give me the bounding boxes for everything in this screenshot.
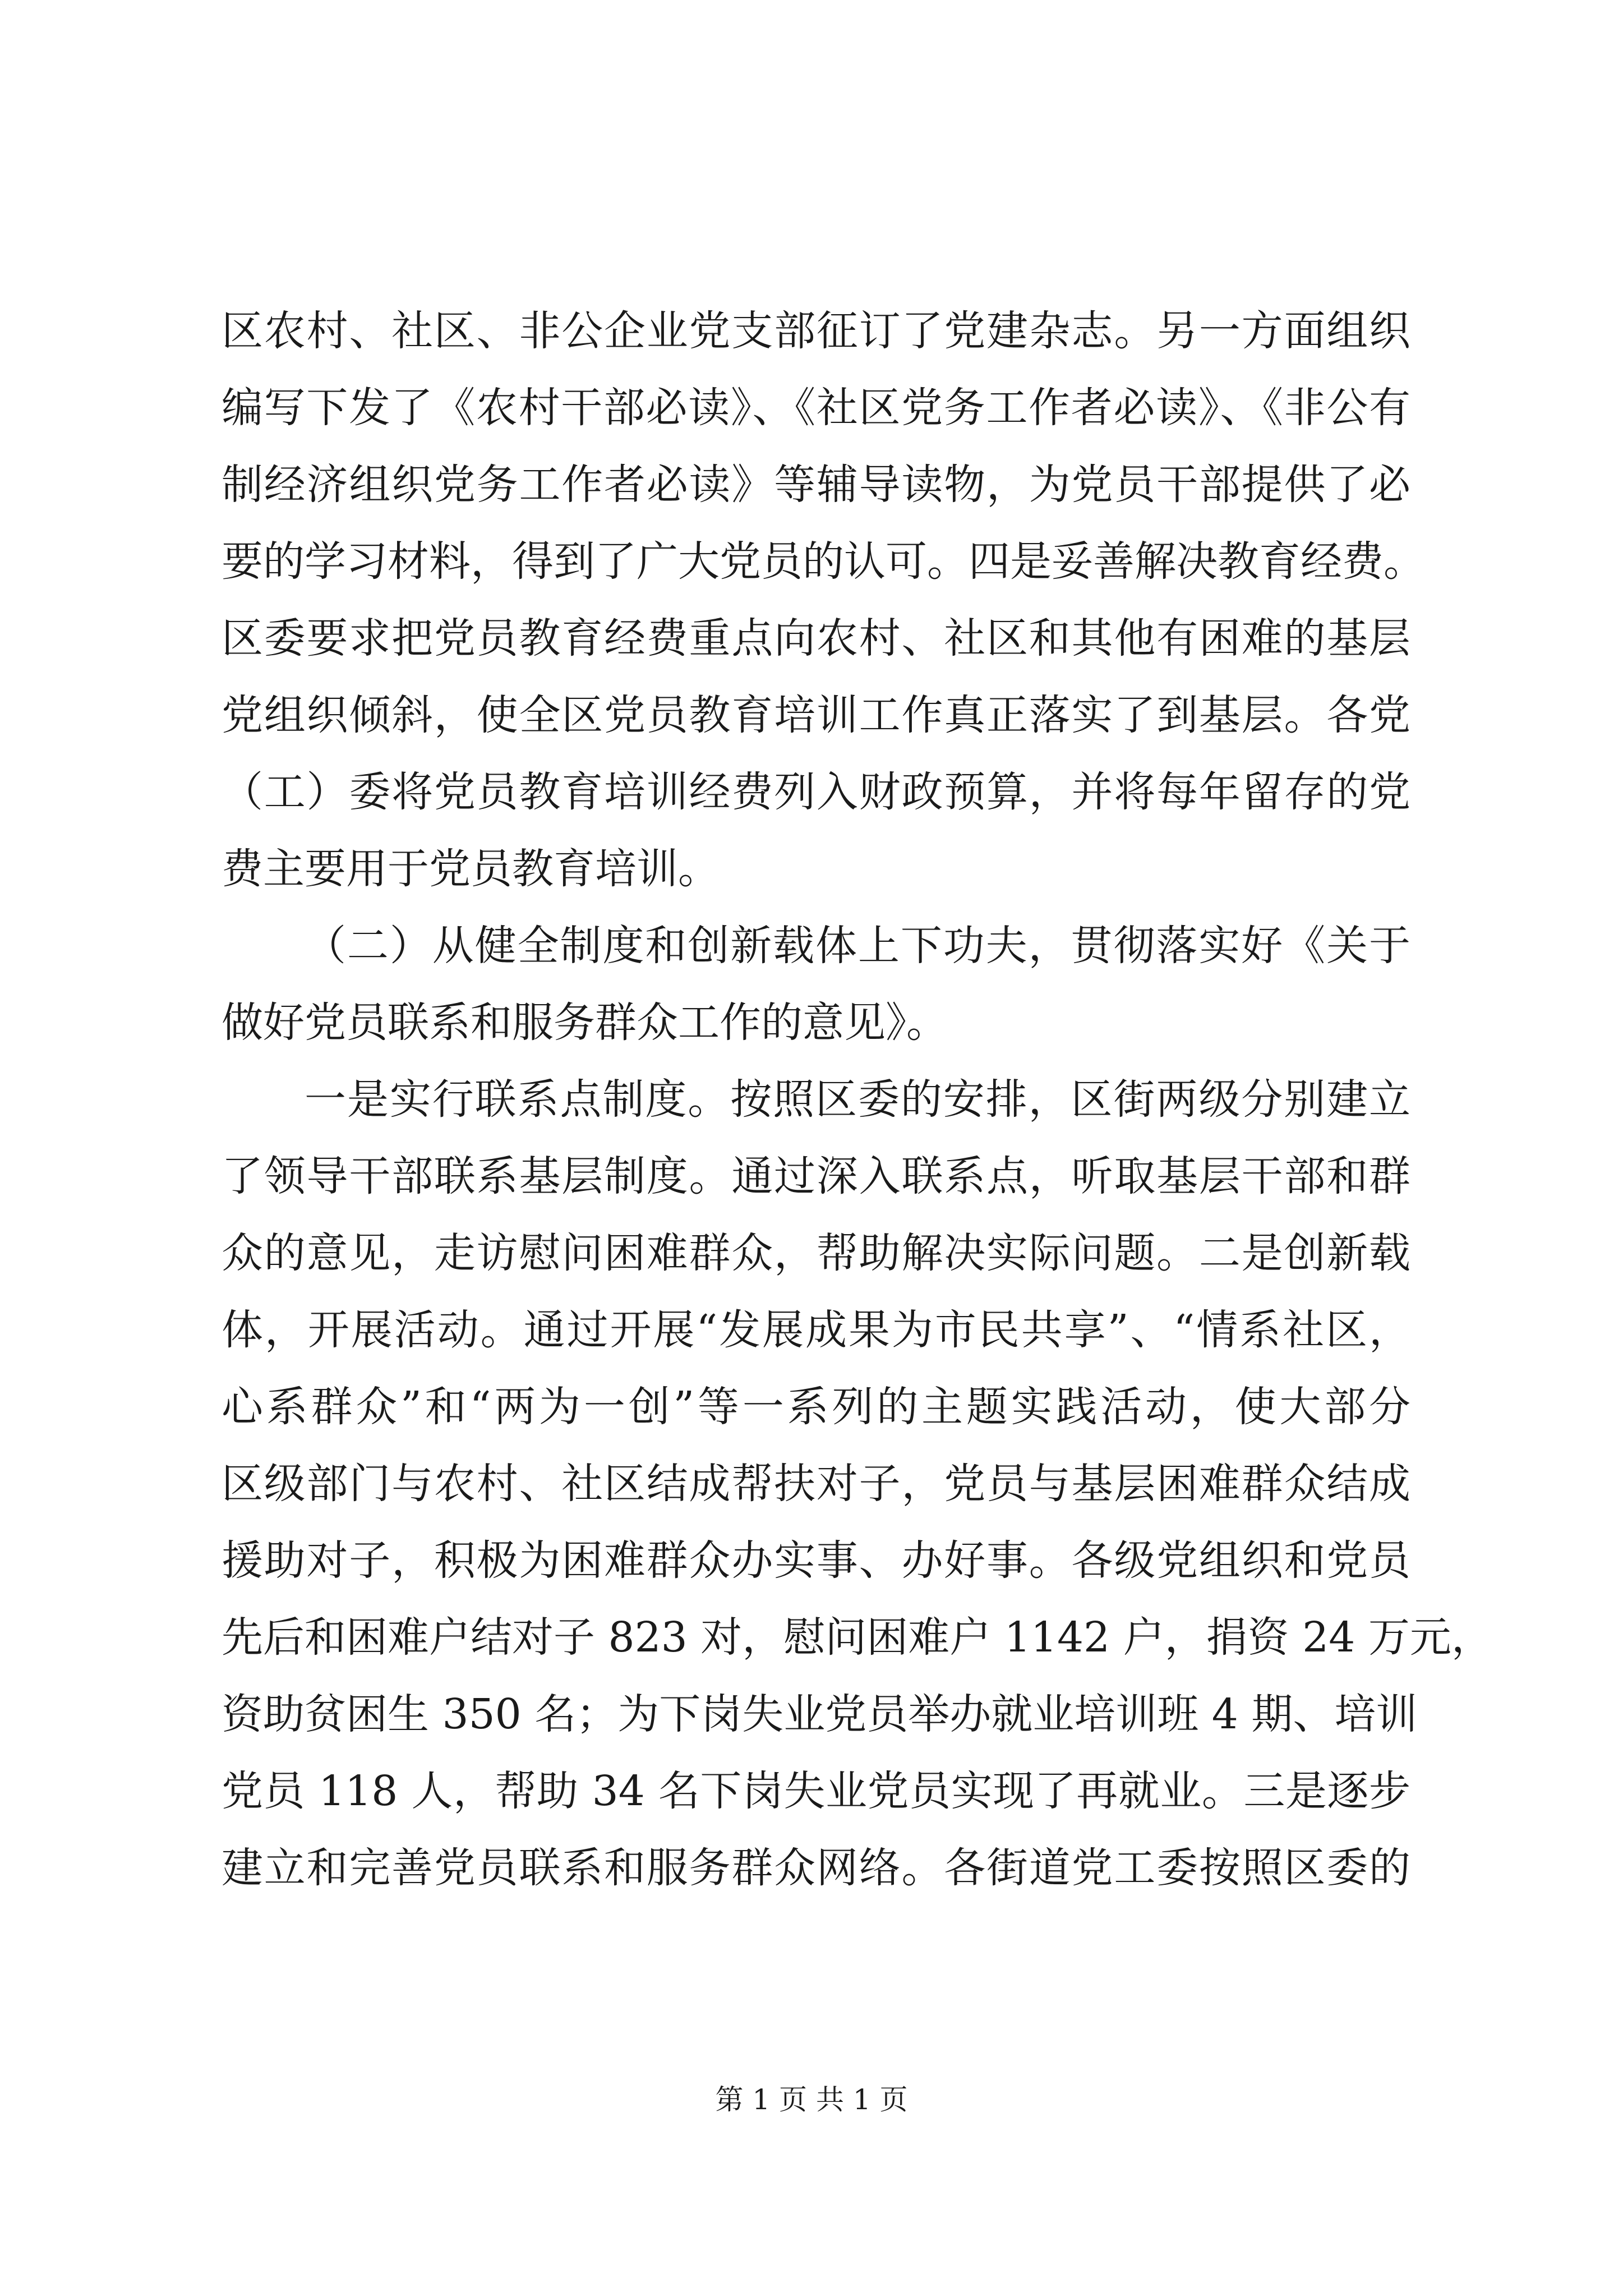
text-line: 体，开展活动。通过开展“发展成果为市民共享”、“情系社区， xyxy=(222,1306,1410,1354)
text-line: 编写下发了《农村干部必读》、《社区党务工作者必读》、《非公有 xyxy=(222,384,1410,432)
page-footer: 第 1 页 共 1 页 xyxy=(715,2083,908,2116)
text-line: 费主要用于党员教育培训。 xyxy=(222,845,720,893)
text-line: 心系群众”和“两为一创”等一系列的主题实践活动，使大部分 xyxy=(222,1383,1410,1431)
text-line: 党员 118 人，帮助 34 名下岗失业党员实现了再就业。三是逐步 xyxy=(222,1767,1410,1815)
text-line: 援助对子，积极为困难群众办实事、办好事。各级党组织和党员 xyxy=(222,1536,1410,1585)
text-line: 制经济组织党务工作者必读》等辅导读物，为党员干部提供了必 xyxy=(222,461,1410,509)
text-line: 先后和困难户结对子 823 对，慰问困难户 1142 户，捐资 24 万元， xyxy=(222,1613,1493,1662)
text-line: 要的学习材料，得到了广大党员的认可。四是妥善解决教育经费。 xyxy=(222,537,1425,586)
section-heading-line: （二）从健全制度和创新载体上下功夫，贯彻落实好《关于 xyxy=(305,922,1410,970)
text-line: 建立和完善党员联系和服务群众网络。各街道党工委按照区委的 xyxy=(222,1844,1410,1892)
text-line: 区委要求把党员教育经费重点向农村、社区和其他有困难的基层 xyxy=(222,614,1410,662)
text-line: 区级部门与农村、社区结成帮扶对子，党员与基层困难群众结成 xyxy=(222,1460,1410,1508)
text-line: 一是实行联系点制度。按照区委的安排，区街两级分别建立 xyxy=(305,1075,1410,1124)
text-line: 区农村、社区、非公企业党支部征订了党建杂志。另一方面组织 xyxy=(222,307,1410,355)
text-line: （工）委将党员教育培训经费列入财政预算，并将每年留存的党 xyxy=(222,768,1410,816)
text-line: 众的意见，走访慰问困难群众，帮助解决实际问题。二是创新载 xyxy=(222,1229,1410,1277)
text-line: 资助贫困生 350 名；为下岗失业党员举办就业培训班 4 期、培训 xyxy=(222,1690,1418,1738)
section-heading-line: 做好党员联系和服务群众工作的意见》。 xyxy=(222,999,948,1047)
text-line: 了领导干部联系基层制度。通过深入联系点，听取基层干部和群 xyxy=(222,1152,1410,1200)
text-line: 党组织倾斜，使全区党员教育培训工作真正落实了到基层。各党 xyxy=(222,691,1410,739)
